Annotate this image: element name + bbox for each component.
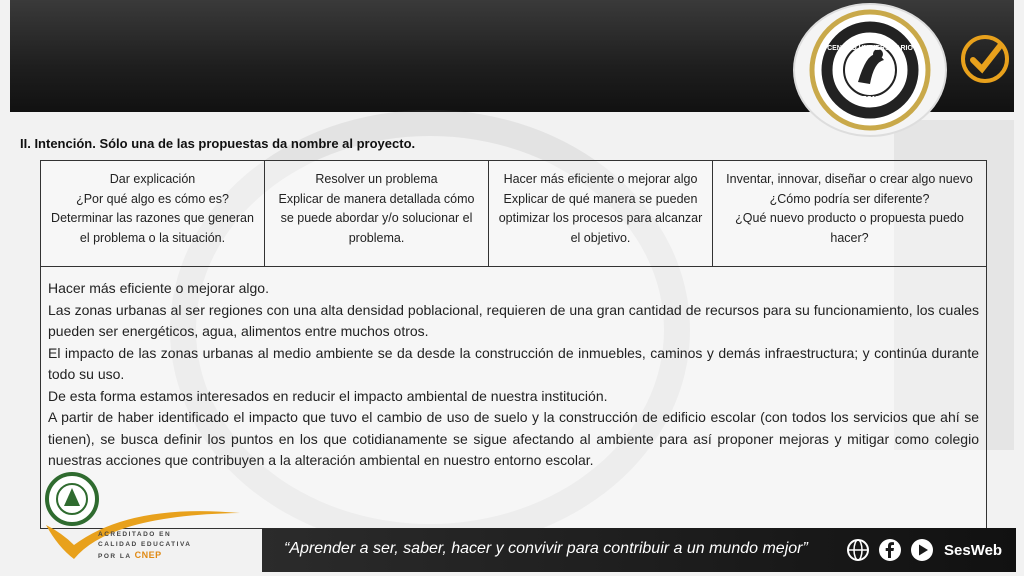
option-invent <box>713 161 987 267</box>
option-text: Hacer más eficiente o mejorar algo Explicar de qué manera se pueden optimizar los procesos para alcanzar el objetivo. <box>498 172 703 245</box>
facebook-icon[interactable] <box>878 538 902 562</box>
accredit-by: POR LA <box>98 553 132 560</box>
options-row <box>41 161 987 267</box>
body-paragraph: Hacer más eficiente o mejorar algo. <box>48 280 269 296</box>
body-paragraph: El impacto de las zonas urbanas al medio ambiente se da desde la construcción de inmuebles, caminos y demás infraestructura; y continúa durante todo su uso. <box>48 344 979 382</box>
body-row <box>41 267 987 529</box>
section-heading: II. Intención. Sólo una de las propuestas da nombre al proyecto. <box>20 136 416 151</box>
check-logo <box>960 34 1010 84</box>
option-text: Dar explicación ¿Por qué algo es cómo es? Determinar las razones que generan el problema o la situación. <box>51 172 254 245</box>
accredit-logo <box>44 472 100 526</box>
play-icon[interactable] <box>910 538 934 562</box>
option-solve <box>265 161 489 267</box>
option-text: Resolver un problema Explicar de manera detallada cómo se puede abordar y/o solucionar el problema. <box>278 172 475 245</box>
seal-logo <box>792 2 948 138</box>
accredit-line <box>98 550 192 562</box>
sesweb-brand[interactable]: SesWeb <box>944 542 1003 559</box>
body-paragraph: A partir de haber identificado el impacto que tuvo el cambio de uso de suelo y la construcción de edificio escolar (con todos los servicios que ahí se tienen), se busca definir los puntos en los que cotidianamente se sigue afectando al ambiente para así proponer mejoras y mitigar como colegio nuestras acciones que contribuyen a la alteración ambiental en nuestro entorno escolar. <box>48 409 979 468</box>
seal-text-bottom: FRESNOS <box>850 95 890 104</box>
accredit-line: ACREDITADO EN <box>98 531 172 538</box>
intention-table <box>40 160 987 529</box>
accredit-line: CALIDAD EDUCATIVA <box>98 541 192 548</box>
footer-slogan: “Aprender a ser, saber, hacer y convivir para contribuir a un mundo mejor” <box>284 540 808 557</box>
accredit-org: CNEP <box>134 550 162 560</box>
accredit-text <box>98 530 192 562</box>
body-paragraph: De esta forma estamos interesados en reducir el impacto ambiental de nuestra institución. <box>48 387 608 404</box>
option-text: Inventar, innovar, diseñar o crear algo nuevo ¿Cómo podría ser diferente? ¿Qué nuevo producto o propuesta puedo hacer? <box>726 172 973 245</box>
body-paragraph: Las zonas urbanas al ser regiones con una alta densidad poblacional, requieren de una gran cantidad de recursos para su funcionamiento, los cuales pueden ser energéticos, agua, alimentos entre muchos otros. <box>48 301 979 339</box>
seal-text-top: CENTRO UNIVERSITARIO <box>827 45 913 52</box>
project-description <box>41 267 987 529</box>
option-improve <box>489 161 713 267</box>
globe-icon[interactable] <box>846 538 870 562</box>
option-explain <box>41 161 265 267</box>
